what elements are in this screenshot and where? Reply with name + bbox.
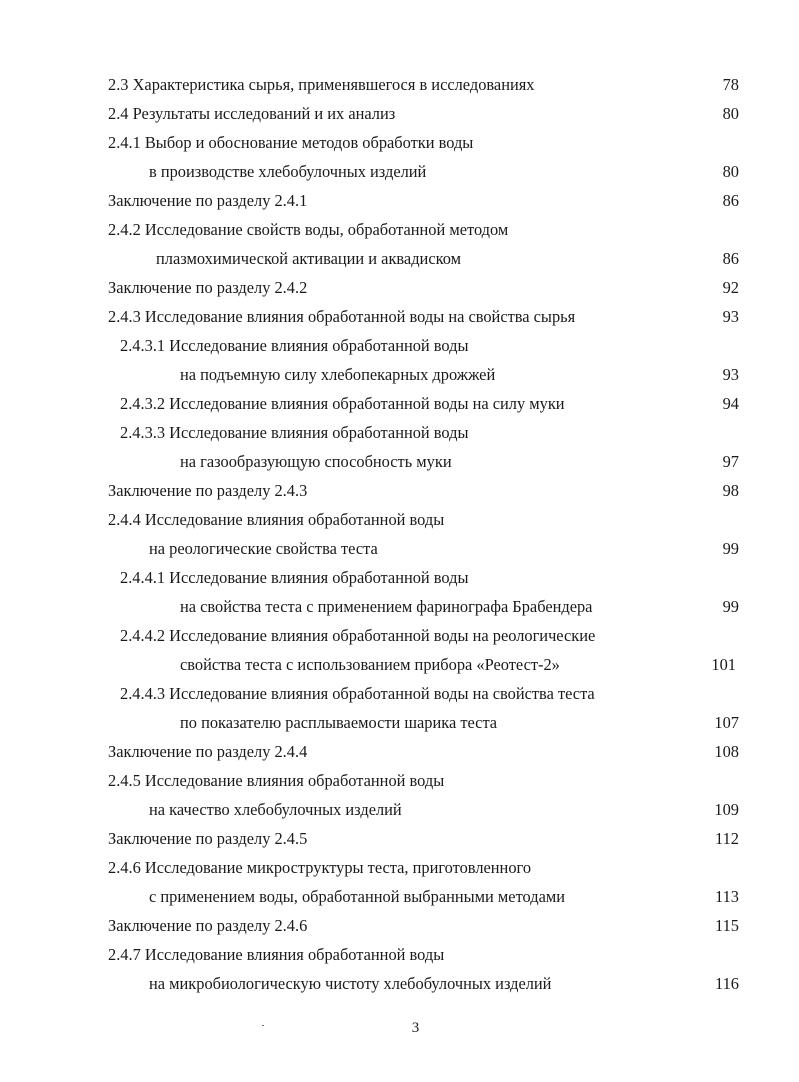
toc-entry [0, 650, 799, 679]
toc-entry-title: в производстве хлебобулочных изделий [149, 162, 427, 181]
toc-entry [0, 737, 799, 766]
toc-entry [0, 331, 799, 360]
toc-entry-page: 93 [722, 365, 739, 384]
toc-entry [0, 795, 799, 824]
toc-entry [0, 128, 799, 157]
toc-entry-page: 93 [722, 307, 739, 326]
toc-entry [0, 882, 799, 911]
toc-entry-title: на подъемную силу хлебопекарных дрожжей [180, 365, 496, 384]
toc-entry-title: Заключение по разделу 2.4.3 [108, 481, 308, 500]
toc-entry-title: 2.4.4.2 Исследование влияния обработанной воды на реологические [120, 626, 596, 645]
toc-entry-title: свойства теста с использованием прибора «Реотест-2» [180, 655, 560, 674]
toc-entry [0, 418, 799, 447]
toc-entry-title: Заключение по разделу 2.4.6 [108, 916, 308, 935]
toc-entry [0, 273, 799, 302]
toc-entry-page: 80 [722, 162, 739, 181]
toc-entry-title: Заключение по разделу 2.4.1 [108, 191, 308, 210]
toc-entry-page: 113 [715, 887, 739, 906]
toc-entry-page: 86 [722, 249, 739, 268]
toc-entry-title: 2.4.7 Исследование влияния обработанной воды [108, 945, 445, 964]
toc-entry-title: 2.4.3 Исследование влияния обработанной воды на свойства сырья [108, 307, 576, 326]
toc-entry [0, 592, 799, 621]
toc-entry [0, 563, 799, 592]
toc-entry [0, 679, 799, 708]
toc-entry [0, 621, 799, 650]
toc-entry-page: 97 [722, 452, 739, 471]
toc-entry-title: на качество хлебобулочных изделий [149, 800, 402, 819]
toc-entry [0, 186, 799, 215]
toc-entry-page: 94 [722, 394, 739, 413]
toc-entry-title: на газообразующую способность муки [180, 452, 452, 471]
toc-entry-title: 2.4.3.1 Исследование влияния обработанной воды [120, 336, 469, 355]
toc-entry-title: Заключение по разделу 2.4.2 [108, 278, 308, 297]
toc-entry-title: с применением воды, обработанной выбранными методами [149, 887, 565, 906]
toc-entry [0, 940, 799, 969]
toc-entry-page: 86 [722, 191, 739, 210]
toc-entry [0, 99, 799, 128]
toc-entry [0, 853, 799, 882]
toc-entry-title: 2.4.5 Исследование влияния обработанной воды [108, 771, 445, 790]
toc-entry-page: 116 [715, 974, 739, 993]
toc-entry-title: 2.4.6 Исследование микроструктуры теста, приготовленного [108, 858, 532, 877]
toc-entry [0, 302, 799, 331]
toc-entry-page: 98 [722, 481, 739, 500]
toc-entry-page: 109 [714, 800, 739, 819]
toc-entry [0, 911, 799, 940]
toc-entry-title: на микробиологическую чистоту хлебобулочных изделий [149, 974, 552, 993]
toc-entry [0, 824, 799, 853]
toc-entry [0, 389, 799, 418]
toc-entry-title: 2.4.1 Выбор и обоснование методов обработки воды [108, 133, 474, 152]
toc-entry-title: по показателю расплываемости шарика теста [180, 713, 498, 732]
toc-entry-title: на свойства теста с применением фаринографа Брабендера [180, 597, 593, 616]
table-of-contents [0, 70, 799, 998]
toc-entry [0, 360, 799, 389]
toc-entry [0, 215, 799, 244]
toc-entry-title: 2.4.4.1 Исследование влияния обработанной воды [120, 568, 469, 587]
toc-entry-title: 2.4 Результаты исследований и их анализ [108, 104, 396, 123]
toc-entry [0, 157, 799, 186]
toc-entry-page: 115 [715, 916, 739, 935]
toc-entry-page: 80 [722, 104, 739, 123]
toc-entry-page: 78 [722, 75, 739, 94]
toc-entry-page: 107 [714, 713, 739, 732]
toc-entry [0, 447, 799, 476]
toc-entry-title: на реологические свойства теста [149, 539, 378, 558]
toc-entry-page: 108 [714, 742, 739, 761]
toc-entry [0, 505, 799, 534]
toc-entry-page: 101 [711, 655, 736, 674]
toc-entry [0, 969, 799, 998]
toc-entry-title: 2.4.3.2 Исследование влияния обработанной воды на силу муки [120, 394, 565, 413]
toc-entry-title: 2.4.4 Исследование влияния обработанной воды [108, 510, 445, 529]
toc-entry [0, 534, 799, 563]
toc-entry [0, 70, 799, 99]
page-number: 3 [411, 1020, 420, 1036]
toc-entry-page: 99 [722, 597, 739, 616]
toc-entry-title: Заключение по разделу 2.4.5 [108, 829, 308, 848]
toc-entry-title: 2.4.4.3 Исследование влияния обработанной воды на свойства теста [120, 684, 595, 703]
toc-entry-title: Заключение по разделу 2.4.4 [108, 742, 308, 761]
toc-entry-title: плазмохимической активации и аквадиском [156, 249, 461, 268]
toc-entry-page: 99 [722, 539, 739, 558]
toc-entry [0, 766, 799, 795]
toc-entry-page: 92 [722, 278, 739, 297]
toc-entry-page: 112 [715, 829, 739, 848]
toc-entry [0, 476, 799, 505]
toc-entry-title: 2.4.3.3 Исследование влияния обработанной воды [120, 423, 469, 442]
toc-entry [0, 708, 799, 737]
toc-entry-title: 2.3 Характеристика сырья, применявшегося в исследованиях [108, 75, 535, 94]
toc-entry [0, 244, 799, 273]
toc-entry-title: 2.4.2 Исследование свойств воды, обработанной методом [108, 220, 509, 239]
